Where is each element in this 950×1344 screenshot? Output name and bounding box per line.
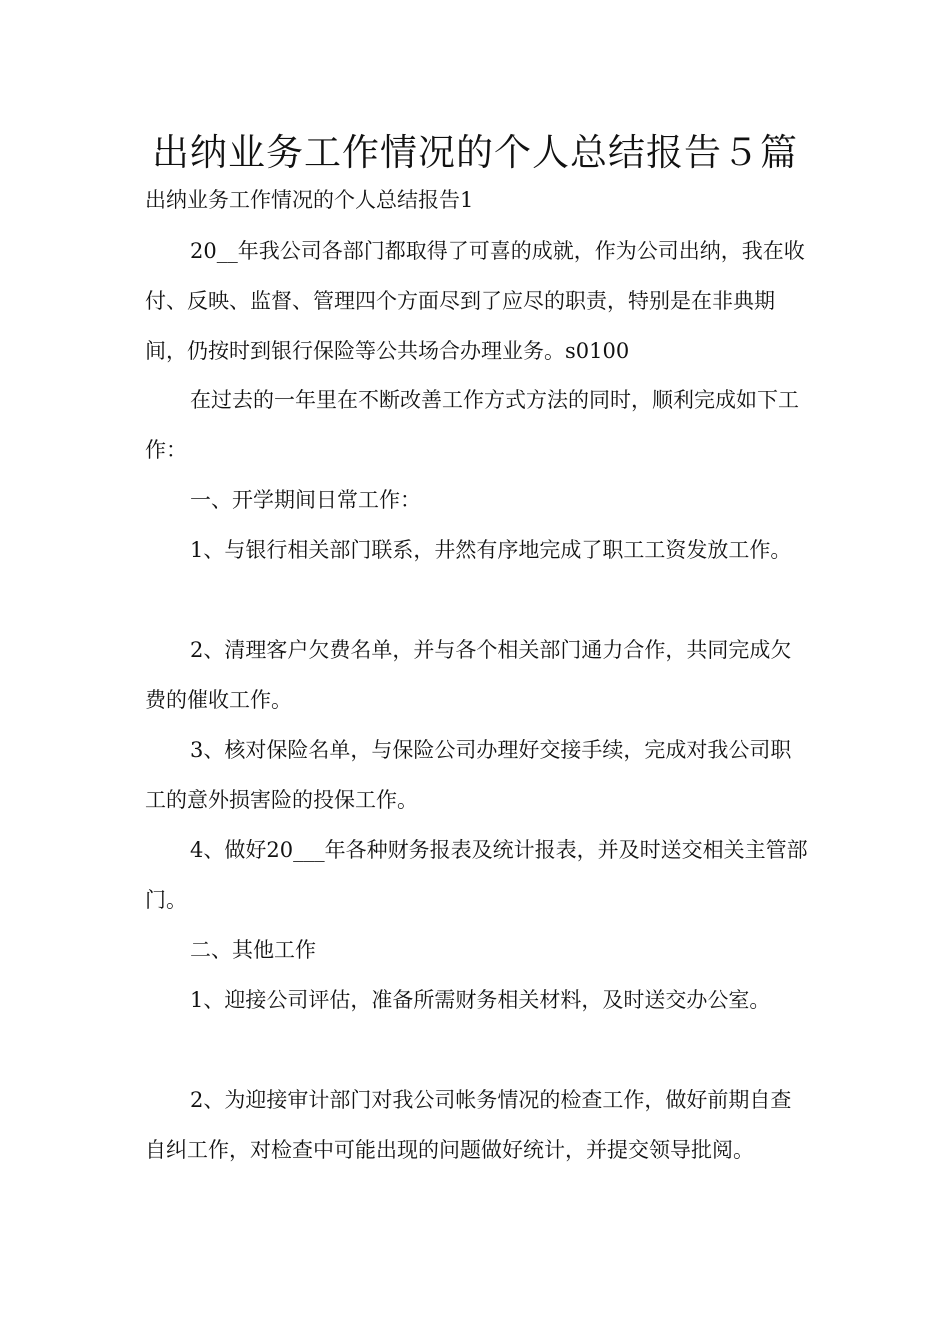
list-item-salary: 1、与银行相关部门联系，井然有序地完成了职工工资发放工作。 (190, 538, 792, 562)
paragraph-work-summary: 在过去的一年里在不断改善工作方式方法的同时，顺利完成如下工作： (145, 388, 799, 462)
list-item-audit: 2、为迎接审计部门对我公司帐务情况的检查工作，做好前期自查自纠工作，对检查中可能出现的问题做好统计，并提交领导批阅。 (145, 1088, 792, 1162)
document-subtitle: 出纳业务工作情况的个人总结报告1 (145, 188, 474, 212)
list-item-insurance: 3、核对保险名单，与保险公司办理好交接手续，完成对我公司职工的意外损害险的投保工作。 (145, 738, 792, 812)
section-heading-daily-work: 一、开学期间日常工作： (190, 488, 421, 512)
list-item-evaluation: 1、迎接公司评估，准备所需财务相关材料，及时送交办公室。 (190, 988, 771, 1012)
list-item-reports: 4、做好20___年各种财务报表及统计报表，并及时送交相关主管部门。 (145, 838, 808, 912)
paragraph-intro: 20__年我公司各部门都取得了可喜的成就，作为公司出纳，我在收付、反映、监督、管理四个方面尽到了应尽的职责，特别是在非典期间，仍按时到银行保险等公共场合办理业务。s0100 (145, 239, 805, 363)
list-item-arrears: 2、清理客户欠费名单，并与各个相关部门通力合作，共同完成欠费的催收工作。 (145, 638, 792, 712)
section-heading-other-work: 二、其他工作 (190, 938, 316, 962)
document-title: 出纳业务工作情况的个人总结报告５篇 (152, 131, 798, 174)
